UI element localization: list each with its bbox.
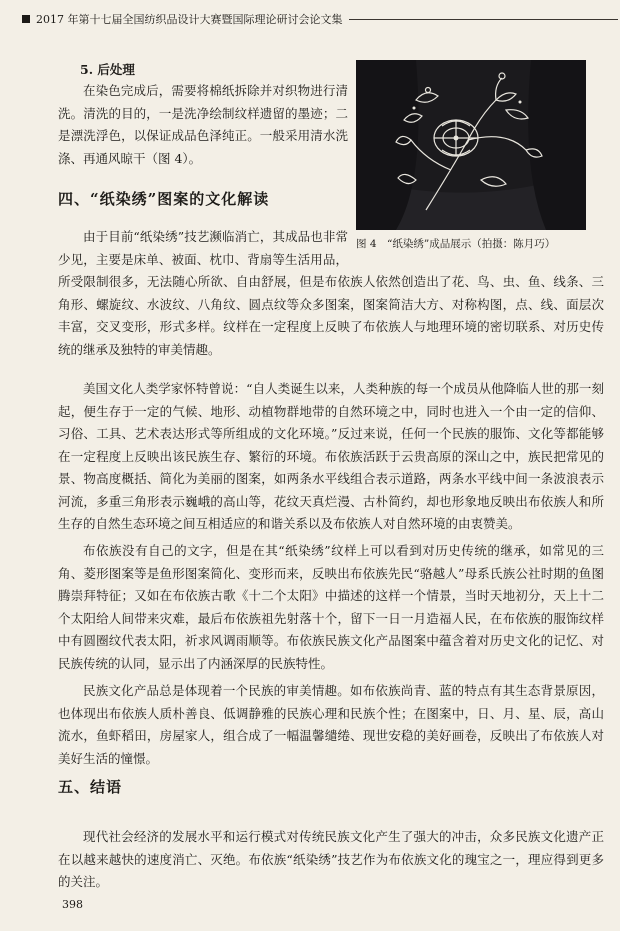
section-4-title: 四、“纸染绣”图案的文化解读 xyxy=(58,190,270,208)
paragraph-culture-1-start xyxy=(58,226,348,271)
page-number: 398 xyxy=(62,898,83,911)
paragraph-post-processing: 在染色完成后，需要将棉纸拆除并对织物进行清洗。清洗的目的，一是洗净绘制纹样遗留的墨迹；二是漂洗浮色，以保证成品色泽纯正。一般采用清水洗涤、再通风晾干（图 4）。 xyxy=(58,83,348,166)
header-title: 2017 年第十七届全国纺织品设计大赛暨国际理论研讨会论文集 xyxy=(36,13,343,26)
header-square-icon xyxy=(22,15,30,23)
subsection-heading: 5. 后处理 xyxy=(80,62,135,77)
section-5-title: 五、结语 xyxy=(58,778,123,796)
paragraph-culture-1-continuation xyxy=(58,271,604,361)
running-header xyxy=(22,8,618,30)
paragraph-culture-2: 美国文化人类学家怀特曾说：“自人类诞生以来，人类种族的每一个成员从他降临人世的那一刻起，便生存于一定的气候、地形、动植物群地带的自然环境之中，同时也进入一个由一定的信仰、习俗、工具、艺术表达形式等所组成的文化环境。”反过来说，任何一个民族的服饰、文化等都能够在一定程度上反映出该民族生存、繁衍的环境。布依族活跃于云贵高原的深山之中，族民把常见的景、物高度概括、简化为美丽的图案，如两条水平线组合表示道路，两条水平线中间一条波浪表示河流，多重三角形表示巍峨的高山等，花纹天真烂漫、古朴简约，却也形象地反映出布依族人和所生存的自然生态环境之间互相适应的和谐关系以及布依族人对自然环境的由衷赞美。 xyxy=(58,381,604,531)
figure-4-photo xyxy=(356,60,586,230)
paragraph-conclusion: 现代社会经济的发展水平和运行模式对传统民族文化产生了强大的冲击，众多民族文化遗产正在以越来越快的速度消亡、灭绝。布依族“纸染绣”技艺作为布依族文化的瑰宝之一，理应得到更多的关注。 xyxy=(58,829,604,889)
paragraph-culture-1-lead: 由于目前“纸染绣”技艺濒临消亡，其成品也非常少见，主要是床单、被面、枕巾、背扇等生活用品， xyxy=(58,229,348,267)
paragraph-culture-3: 布依族没有自己的文字，但是在其“纸染绣”纹样上可以看到对历史传统的继承，如常见的三角、菱形图案等是鱼形图案简化、变形而来，反映出布依族先民“骆越人”母系氏族公社时期的鱼图腾崇拜特征；又如在布依族古歌《十二个太阳》中描述的这样一个情景，当时天地初分，天上十二个太阳给人间带来灾难，最后布依族祖先射落十个，留下一日一月造福人民，在布依族的服饰纹样中有圆圈纹代表太阳，祈求风调雨顺等。布依族民族文化产品图案中蕴含着对历史文化的记忆、对民族传统的认同，显示出了内涵深厚的民族特性。 xyxy=(58,543,604,671)
paragraph-culture-1-full: 所受限制很多，无法随心所欲、自由舒展，但是布依族人依然创造出了花、鸟、虫、鱼、线条、三角形、螺旋纹、水波纹、八角纹、圆点纹等众多图案，图案简洁大方、对称构图，点、线、面层次丰富，交叉变形，形式多样。纹样在一定程度上反映了布依族人与地理环境的密切联系、对历史传统的继承及独特的审美情趣。 xyxy=(58,274,604,357)
figure-4-caption: 图 4 “纸染绣”成品展示（拍摄：陈月巧） xyxy=(356,238,556,250)
paragraph-culture-4: 民族文化产品总是体现着一个民族的审美情趣。如布依族尚青、蓝的特点有其生态背景原因，也体现出布依族人质朴善良、低调静雅的民族心理和民族个性；在图案中，日、月、星、辰，高山流水，鱼虾稻田，房屋家人，组合成了一幅温馨缱绻、现世安稳的美好画卷，反映出了布依族人对美好生活的憧憬。 xyxy=(58,683,604,766)
header-rule xyxy=(349,19,619,20)
paragraph-culture-1-rest xyxy=(58,271,604,373)
embroidered-flower-illustration xyxy=(356,60,586,230)
